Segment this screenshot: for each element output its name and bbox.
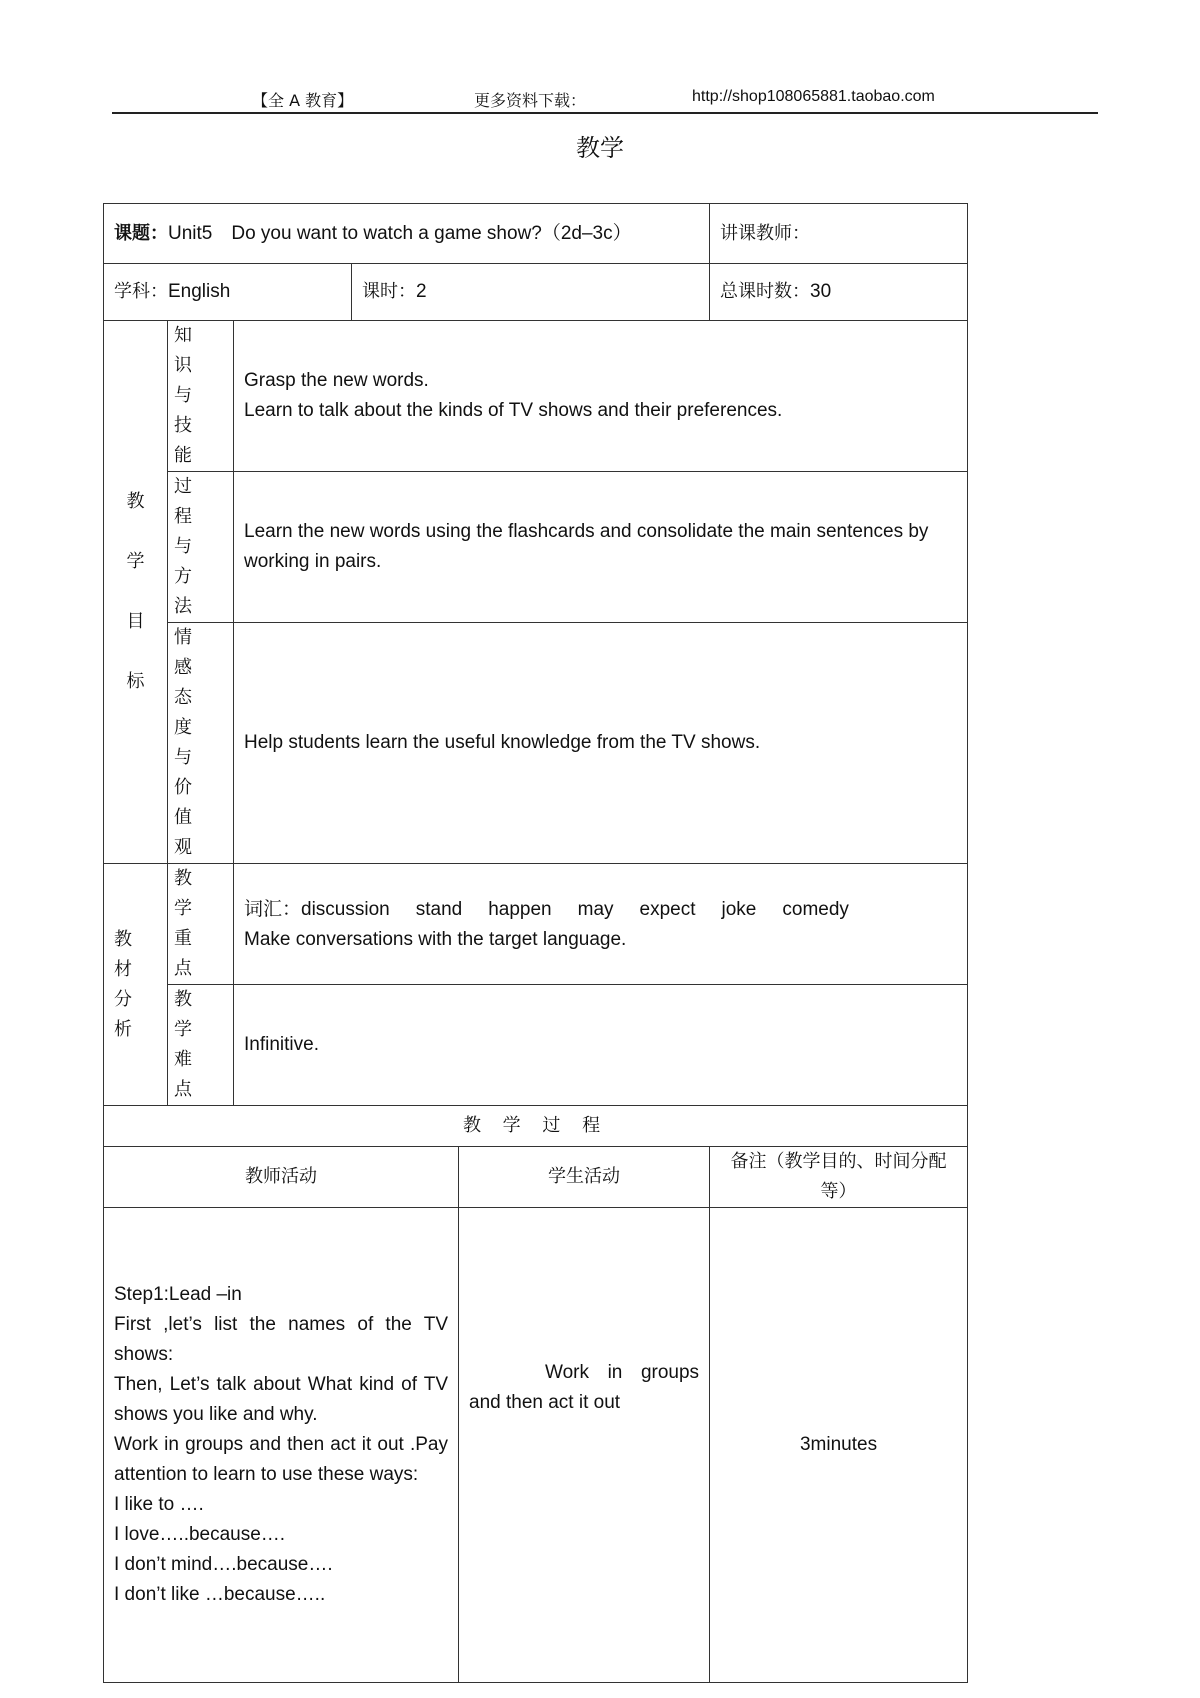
process-title-row [104,1106,968,1147]
teacher-activity-line: I like to …. [114,1494,204,1515]
objective-content-process [234,472,968,623]
objectives-group-label [104,321,168,864]
vocab-word: joke [721,898,757,920]
topic-cell [104,204,710,264]
teacher-activity-line: Then, Let’s talk about What kind of TV shows you like and why. [114,1374,448,1425]
teacher-activity-content [104,1208,459,1683]
objective-content-knowledge [234,321,968,472]
header-brand: 【全 A 教育】 [252,91,354,110]
teacher-activity-line: I love…..because…. [114,1524,286,1545]
col-student-activity: 学生活动 [459,1147,710,1208]
vocab-word: expect [639,898,696,920]
teacher-activity-line: I don’t like …because….. [114,1584,326,1605]
analysis-row-key [104,864,968,985]
header-url-link[interactable]: http://shop108065881.taobao.com [692,88,935,105]
objective-label-process: 过程与方法 [168,472,234,623]
analysis-group-label: 教材分析 [104,864,168,1106]
col-teacher-activity: 教师活动 [104,1147,459,1208]
vocab-label: 词汇： [244,897,302,920]
objectives-label-char: 学 [126,551,145,572]
vocab-word: happen [488,898,552,920]
total-hours-cell [710,264,968,321]
objectives-label-char: 标 [126,671,145,692]
objective-row-knowledge [104,321,968,472]
document-title: 教学 [576,134,624,162]
hours-label: 课时： [362,281,416,302]
process-header-row [104,1147,968,1208]
topic-label: 课题： [114,222,168,244]
topic-row [104,204,968,264]
analysis-difficulty-label: 教学难点 [168,985,234,1106]
objective-line: Grasp the new words. [244,370,429,391]
objective-content-attitude [234,623,968,864]
analysis-row-difficulty [104,985,968,1106]
objective-line: Help students learn the useful knowledge from the TV shows. [244,732,761,753]
objective-row-process [104,472,968,623]
process-content-row [104,1208,968,1683]
objective-row-attitude [104,623,968,864]
col-notes: 备注（教学目的、时间分配等） [710,1147,968,1208]
subject-row [104,264,968,321]
lesson-plan-table [103,203,968,1683]
key-line: Make conversations with the target language. [244,928,627,950]
subject-value: English [168,281,231,302]
vocab-word: discussion [301,898,390,920]
objective-line: Learn to talk about the kinds of TV shows and their preferences. [244,400,783,421]
vocab-line [244,894,957,925]
objectives-label-char: 教 [126,491,145,512]
total-hours-label: 总课时数： [720,281,811,302]
topic-value: Unit5 Do you want to watch a game show?（2d–3c） [168,222,632,244]
vocab-word: stand [415,898,463,920]
teacher-activity-line: Work in groups and then act it out .Pay attention to learn to use these ways: [114,1434,448,1485]
hours-cell [352,264,710,321]
teacher-cell [710,204,968,264]
analysis-key-label: 教学重点 [168,864,234,985]
objectives-label-char: 目 [126,611,145,632]
vocab-word: comedy [782,898,849,920]
objective-label-knowledge: 知识与技能 [168,321,234,472]
teacher-activity-line: First ,let’s list the names of the TV shows: [114,1314,448,1365]
teacher-label: 讲课教师： [720,222,811,244]
teacher-activity-line: I don’t mind….because…. [114,1554,333,1575]
page-header [112,84,1098,114]
teacher-activity-line: Step1:Lead –in [114,1284,242,1305]
process-title: 教 学 过 程 [104,1106,968,1147]
subject-label: 学科： [114,281,168,302]
vocab-word: may [577,898,614,920]
student-activity-content: Work in groups and then act it out [459,1208,710,1683]
total-hours-value: 30 [810,281,832,302]
notes-content: 3minutes [710,1208,968,1683]
objective-line: Learn the new words using the flashcards and consolidate the main sentences by working in pairs. [244,521,929,572]
analysis-difficulty-value: Infinitive. [234,985,968,1106]
hours-value: 2 [416,281,427,302]
header-more-downloads: 更多资料下载： [474,91,587,110]
objective-label-attitude: 情感态度与价值观 [168,623,234,864]
analysis-key-content [234,864,968,985]
subject-cell [104,264,352,321]
